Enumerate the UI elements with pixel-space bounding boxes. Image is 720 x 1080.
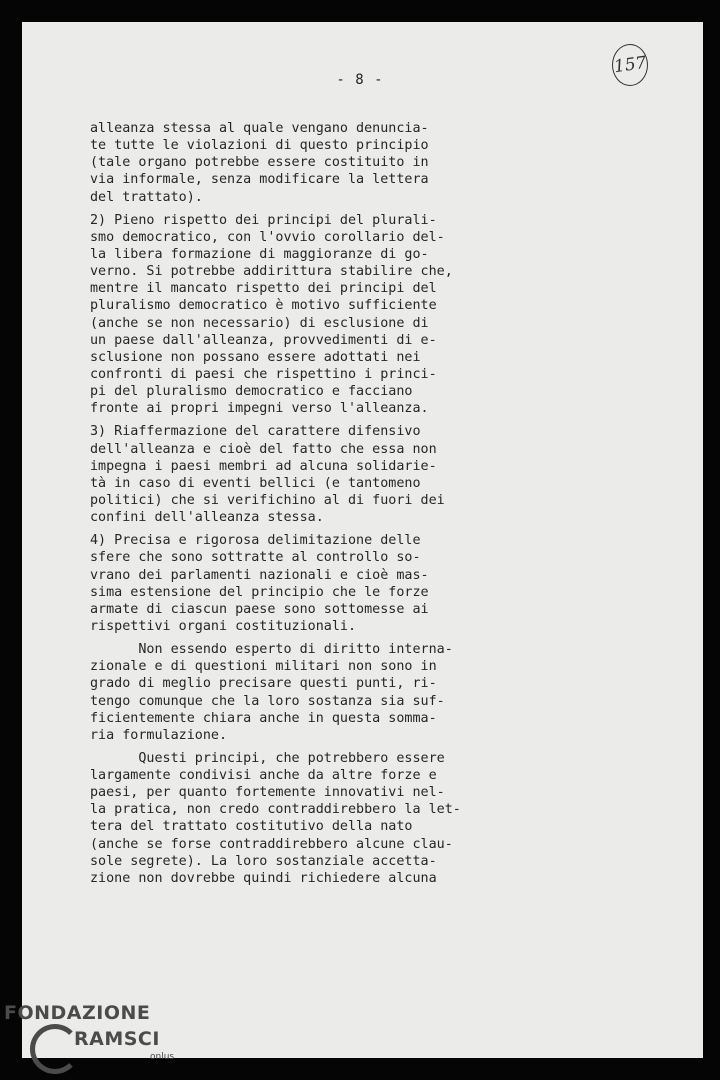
text-line: mentre il mancato rispetto dei principi del — [90, 281, 437, 297]
text-line: zione non dovrebbe quindi richiedere alcuna — [90, 870, 437, 886]
text-line: (anche se forse contraddirebbero alcune clau- — [90, 836, 453, 852]
text-line: impegna i paesi membri ad alcuna solidarie- — [90, 458, 437, 474]
page-number: - 8 - — [336, 72, 384, 88]
text-line: sfere che sono sottratte al controllo so- — [90, 550, 421, 566]
paragraph — [90, 641, 490, 744]
folio-stamp — [612, 44, 648, 86]
watermark-suffix: onlus — [150, 1052, 175, 1062]
text-line: sclusione non possano essere adottati nei — [90, 349, 421, 365]
text-line: tà in caso di eventi bellici (e tantomeno — [90, 475, 421, 491]
text-line: un paese dall'alleanza, provvedimenti di e- — [90, 332, 437, 348]
text-line: largamente condivisi anche da altre forze e — [90, 768, 437, 784]
text-line: confini dell'alleanza stessa. — [90, 510, 324, 526]
paragraph — [90, 750, 490, 887]
text-line: tengo comunque che la loro sostanza sia suf- — [90, 693, 445, 709]
document-body — [90, 120, 490, 893]
text-line: la libera formazione di maggioranze di go- — [90, 246, 429, 262]
text-line: 3) Riaffermazione del carattere difensivo — [90, 424, 421, 440]
watermark-line1: FONDAZIONE — [4, 1002, 151, 1024]
paragraph — [90, 423, 490, 526]
text-line: pluralismo democratico è motivo sufficiente — [90, 298, 437, 314]
text-line: 2) Pieno rispetto dei principi del plurali- — [90, 212, 437, 228]
text-line: fronte ai propri impegni verso l'alleanza. — [90, 401, 429, 417]
text-line: te tutte le violazioni di questo principio — [90, 138, 429, 154]
text-line: ria formulazione. — [90, 727, 228, 743]
text-line: tera del trattato costitutivo della nato — [90, 819, 413, 835]
text-line: smo democratico, con l'ovvio corollario del- — [90, 229, 445, 245]
text-line: armate di ciascun paese sono sottomesse ai — [90, 601, 429, 617]
text-line: la pratica, non credo contraddirebbero la let- — [90, 802, 461, 818]
watermark-line2: RAMSCI — [74, 1028, 160, 1050]
paragraph — [90, 532, 490, 635]
text-line: grado di meglio precisare questi punti, ri- — [90, 676, 437, 692]
text-line: (tale organo potrebbe essere costituito in — [90, 155, 429, 171]
text-line: politici) che si verifichino al di fuori dei — [90, 492, 445, 508]
text-line: del trattato). — [90, 189, 203, 205]
text-line: paesi, per quanto fortemente innovativi nel- — [90, 785, 445, 801]
archive-watermark — [4, 1002, 204, 1074]
text-line: ficientemente chiara anche in questa somma- — [90, 710, 437, 726]
text-line: Non essendo esperto di diritto interna- — [90, 642, 453, 658]
watermark-g-logo-icon — [30, 1024, 80, 1074]
text-line: confronti di paesi che rispettino i princi- — [90, 366, 437, 382]
text-line: via informale, senza modificare la lettera — [90, 172, 429, 188]
text-line: vrano dei parlamenti nazionali e cioè mas- — [90, 567, 429, 583]
text-line: 4) Precisa e rigorosa delimitazione delle — [90, 533, 421, 549]
text-line: rispettivi organi costituzionali. — [90, 618, 357, 634]
text-line: sima estensione del principio che le forze — [90, 584, 429, 600]
text-line: sole segrete). La loro sostanziale accetta- — [90, 853, 437, 869]
text-line: alleanza stessa al quale vengano denuncia- — [90, 121, 429, 136]
paragraph — [90, 212, 490, 418]
text-line: Questi principi, che potrebbero essere — [90, 750, 445, 766]
text-line: (anche se non necessario) di esclusione di — [90, 315, 429, 331]
text-line: verno. Si potrebbe addirittura stabilire che, — [90, 264, 453, 280]
folio-number: 157 — [612, 52, 648, 78]
text-line: dell'alleanza e cioè del fatto che essa non — [90, 441, 437, 457]
paragraph — [90, 120, 490, 206]
text-line: pi del pluralismo democratico e facciano — [90, 384, 413, 400]
text-line: zionale e di questioni militari non sono in — [90, 659, 437, 675]
